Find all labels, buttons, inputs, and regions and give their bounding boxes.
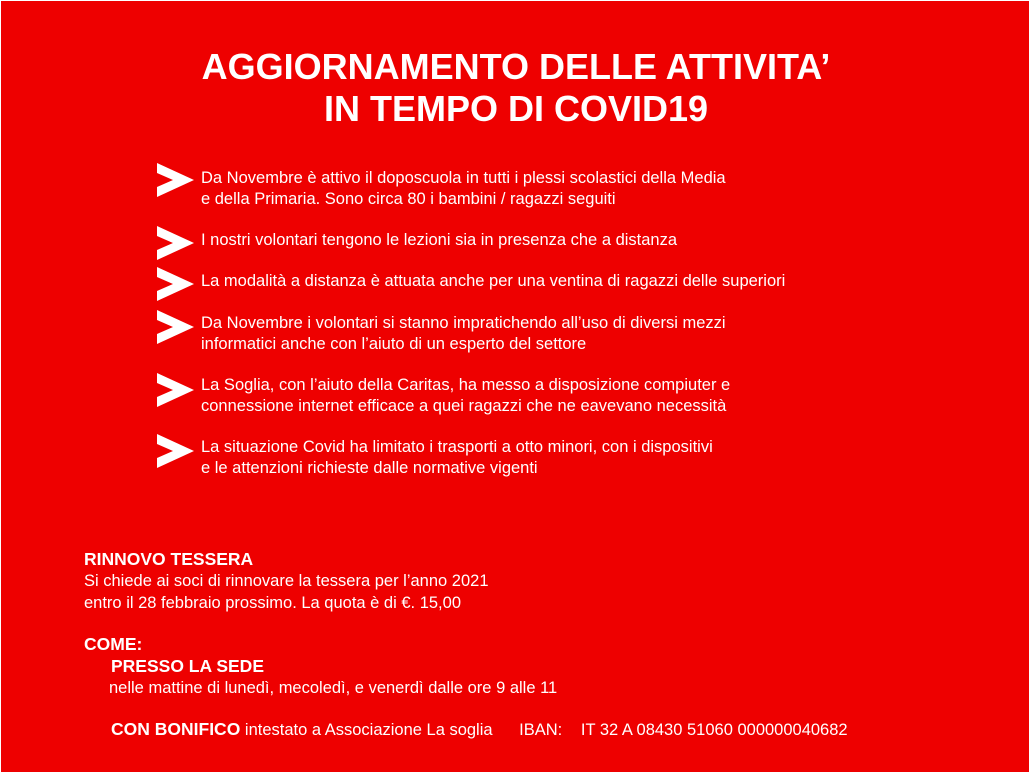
how-heading: COME: <box>84 634 143 654</box>
bullet-item-4-line-1: Da Novembre i volontari si stanno impratichendo all’uso di diversi mezzi <box>201 314 726 332</box>
office-hours-text: nelle mattine di lunedì, mecoledì, e venerdì dalle ore 9 alle 11 <box>109 679 558 697</box>
page-title-line-2: IN TEMPO DI COVID19 <box>323 88 709 129</box>
arrow-bullet-icon <box>157 310 194 344</box>
transfer-recipient: intestato a Associazione La soglia <box>244 721 493 739</box>
renewal-line-2: entro il 28 febbraio prossimo. La quota è di €. 15,00 <box>84 594 461 612</box>
bullet-item-5-line-2: connessione internet efficace a quei ragazzi che ne eavevano necessità <box>201 397 727 415</box>
bullet-item-6-line-2: e le attenzioni richieste dalle normative vigenti <box>201 459 538 477</box>
bullet-item-1 <box>201 168 726 210</box>
renewal-line-1: Si chiede ai soci di rinnovare la tessera per l’anno 2021 <box>84 572 489 590</box>
bullet-item-2 <box>201 230 677 251</box>
bank-transfer-line <box>111 719 848 741</box>
arrow-bullet-icon <box>157 267 194 301</box>
iban-label: IBAN: <box>519 721 563 739</box>
arrow-bullet-icon <box>157 163 194 197</box>
bullet-item-6-line-1: La situazione Covid ha limitato i trasporti a otto minori, con i dispositivi <box>201 438 713 456</box>
bullet-item-4 <box>201 313 726 355</box>
bullet-item-2-line-1: I nostri volontari tengono le lezioni sia in presenza che a distanza <box>201 231 678 249</box>
bullet-item-1-line-1: Da Novembre è attivo il doposcuola in tutti i plessi scolastici della Media <box>201 169 726 187</box>
bullet-item-1-line-2: e della Primaria. Sono circa 80 i bambini / ragazzi seguiti <box>201 190 616 208</box>
bullet-item-3 <box>201 271 785 292</box>
bullet-item-3-line-1: La modalità a distanza è attuata anche per una ventina di ragazzi delle superiori <box>201 272 786 290</box>
page-title-line-1: AGGIORNAMENTO DELLE ATTIVITA’ <box>201 46 831 87</box>
arrow-bullet-icon <box>157 434 194 468</box>
bullet-item-5-line-1: La Soglia, con l’aiuto della Caritas, ha messo a disposizione compiuter e <box>201 376 731 394</box>
arrow-bullet-icon <box>157 226 194 260</box>
bullet-item-6 <box>201 437 713 479</box>
bullet-item-4-line-2: informatici anche con l’aiuto di un esperto del settore <box>201 335 587 353</box>
renewal-heading: RINNOVO TESSERA <box>84 549 254 569</box>
iban-value: IT 32 A 08430 51060 000000040682 <box>580 721 848 739</box>
transfer-heading: CON BONIFICO <box>111 719 241 739</box>
office-heading: PRESSO LA SEDE <box>111 656 264 676</box>
arrow-bullet-icon <box>157 373 194 407</box>
bullet-item-5 <box>201 375 730 417</box>
